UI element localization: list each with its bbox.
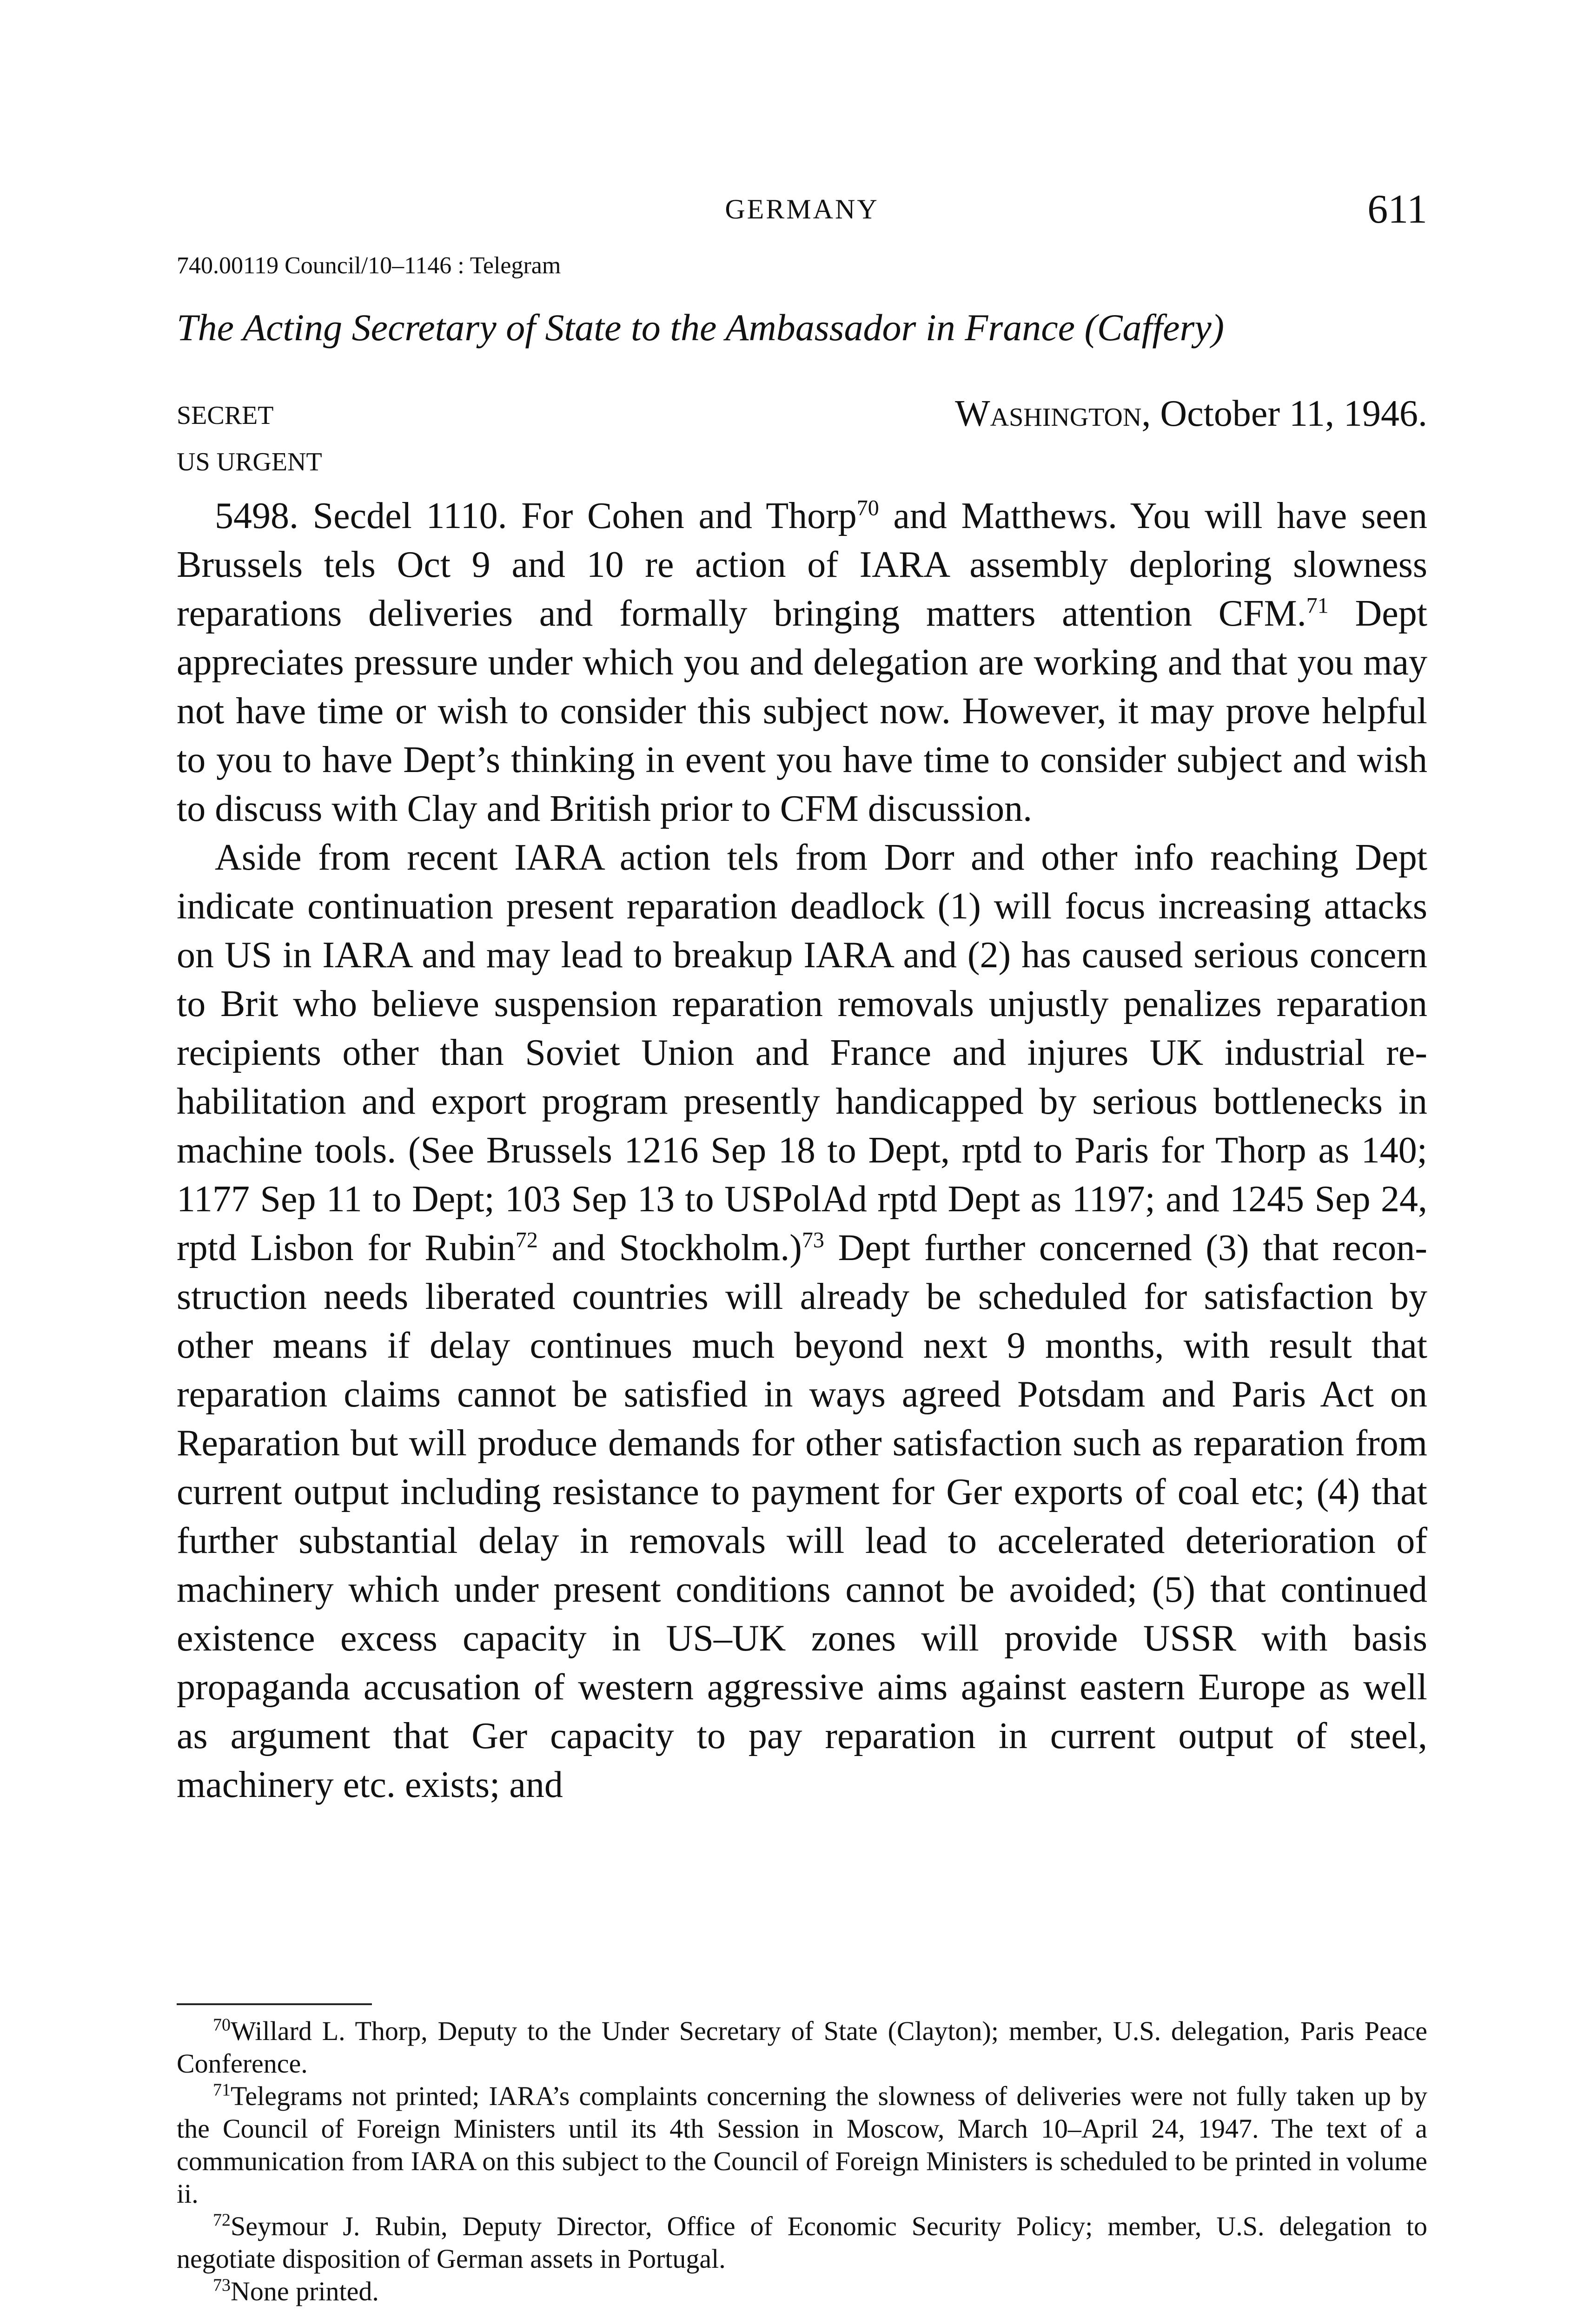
body-text: 5498. Secdel 1110. For Cohen and Thorp — [215, 495, 857, 536]
place: Washington — [955, 393, 1142, 434]
body-text: Dept appreciates pressure under which you and delegation are working and that you may not have time or wish to consider this subject now. However, it may prove helpful to you to have Dept’s thinking in event you have time to consider subject and wish to discuss with Clay and British prior to CFM discussion. — [177, 593, 1427, 829]
footnote — [177, 2275, 1427, 2308]
footnote-number: 70 — [213, 2015, 231, 2035]
footnote-ref: 73 — [802, 1228, 824, 1253]
document-title: The Acting Secretary of State to the Ambassador in France (Caffery) — [177, 306, 1225, 349]
telegram-body — [177, 492, 1427, 1809]
body-text: Dept further concerned (3) that reconstruction needs liberated countries will already be scheduled for satisfaction by other means if delay continues much beyond next 9 months, with result that reparation claims cannot be satisfied in ways agreed Potsdam and Paris Act on Reparation but will produce demands for other satisfaction such as reparation from current output including resistance to payment for Ger exports of coal etc; (4) that further substantial delay in removals will lead to accelerated deterioration of machinery which under present conditions cannot be avoided; (5) that continued existence excess capacity in US–UK zones will provide USSR with basis propaganda accusation of western aggressive aims against eastern Europe as well as argument that Ger capacity to pay reparation in current output of steel, machinery etc. exists; and — [177, 1228, 1428, 1805]
file-reference: 740.00119 Council/10–1146 : Telegram — [177, 252, 561, 279]
footnote — [177, 2015, 1427, 2080]
body-paragraph — [177, 833, 1427, 1809]
footnote-number: 71 — [213, 2080, 231, 2100]
footnote-ref: 72 — [515, 1228, 538, 1253]
footnote — [177, 2210, 1427, 2275]
footnote-ref: 70 — [856, 495, 879, 521]
footnote — [177, 2080, 1427, 2210]
footnote-number: 72 — [213, 2210, 231, 2230]
date: , October 11, 1946. — [1141, 393, 1427, 434]
body-paragraph — [177, 492, 1427, 833]
page-number: 611 — [1367, 187, 1427, 232]
footnote-text: Seymour J. Rubin, Deputy Director, Office of Economic Security Policy; member, U.S. delegation to negotiate disposition of German assets in Portugal. — [177, 2211, 1427, 2274]
footnote-ref: 71 — [1306, 593, 1329, 618]
footnote-number: 73 — [213, 2275, 231, 2295]
footnote-text: None printed. — [231, 2276, 379, 2306]
body-text: and Stockholm.) — [537, 1228, 802, 1268]
body-text: Aside from recent IARA action tels from Dorr and other info reaching Dept indicate continuation present reparation deadlock (1) will focus increasing attacks on US in IARA and may lead to breakup IARA and (2) has caused serious concern to Brit who believe suspension reparation removals unjustly penalizes reparation recipients other than Soviet Union and France and injures UK industrial rehabilitation and export program presently handicapped by serious bottlenecks in machine tools. (See Brussels 1216 Sep 18 to Dept, rptd to Paris for Thorp as 140; 1177 Sep 11 to Dept; 103 Sep 13 to USPolAd rptd Dept as 1197; and 1245 Sep 24, rptd Lisbon for Rubin — [177, 837, 1427, 1268]
footnotes — [177, 2015, 1427, 2308]
footnote-text: Willard L. Thorp, Deputy to the Under Secretary of State (Clayton); member, U.S. delegation, Paris Peace Conference. — [177, 2016, 1427, 2079]
priority: US URGENT — [177, 448, 322, 476]
place-date — [955, 393, 1427, 435]
footnote-divider — [177, 2003, 372, 2005]
body-text: and Matthews. You will have seen Brussels tels Oct 9 and 10 re action of IARA assembly deploring slowness reparations deliveries and formally bringing matters attention CFM. — [177, 495, 1427, 634]
footnote-text: Telegrams not printed; IARA’s complaints concerning the slowness of deliveries were not fully taken up by the Council of Foreign Ministers until its 4th Session in Moscow, March 10–April 24, 1947. The text of a communication from IARA on this subject to the Council of Foreign Ministers is scheduled to be printed in volume ii. — [177, 2081, 1427, 2209]
classification: SECRET — [177, 401, 274, 430]
running-header — [177, 186, 1427, 232]
running-title: GERMANY — [725, 194, 879, 224]
